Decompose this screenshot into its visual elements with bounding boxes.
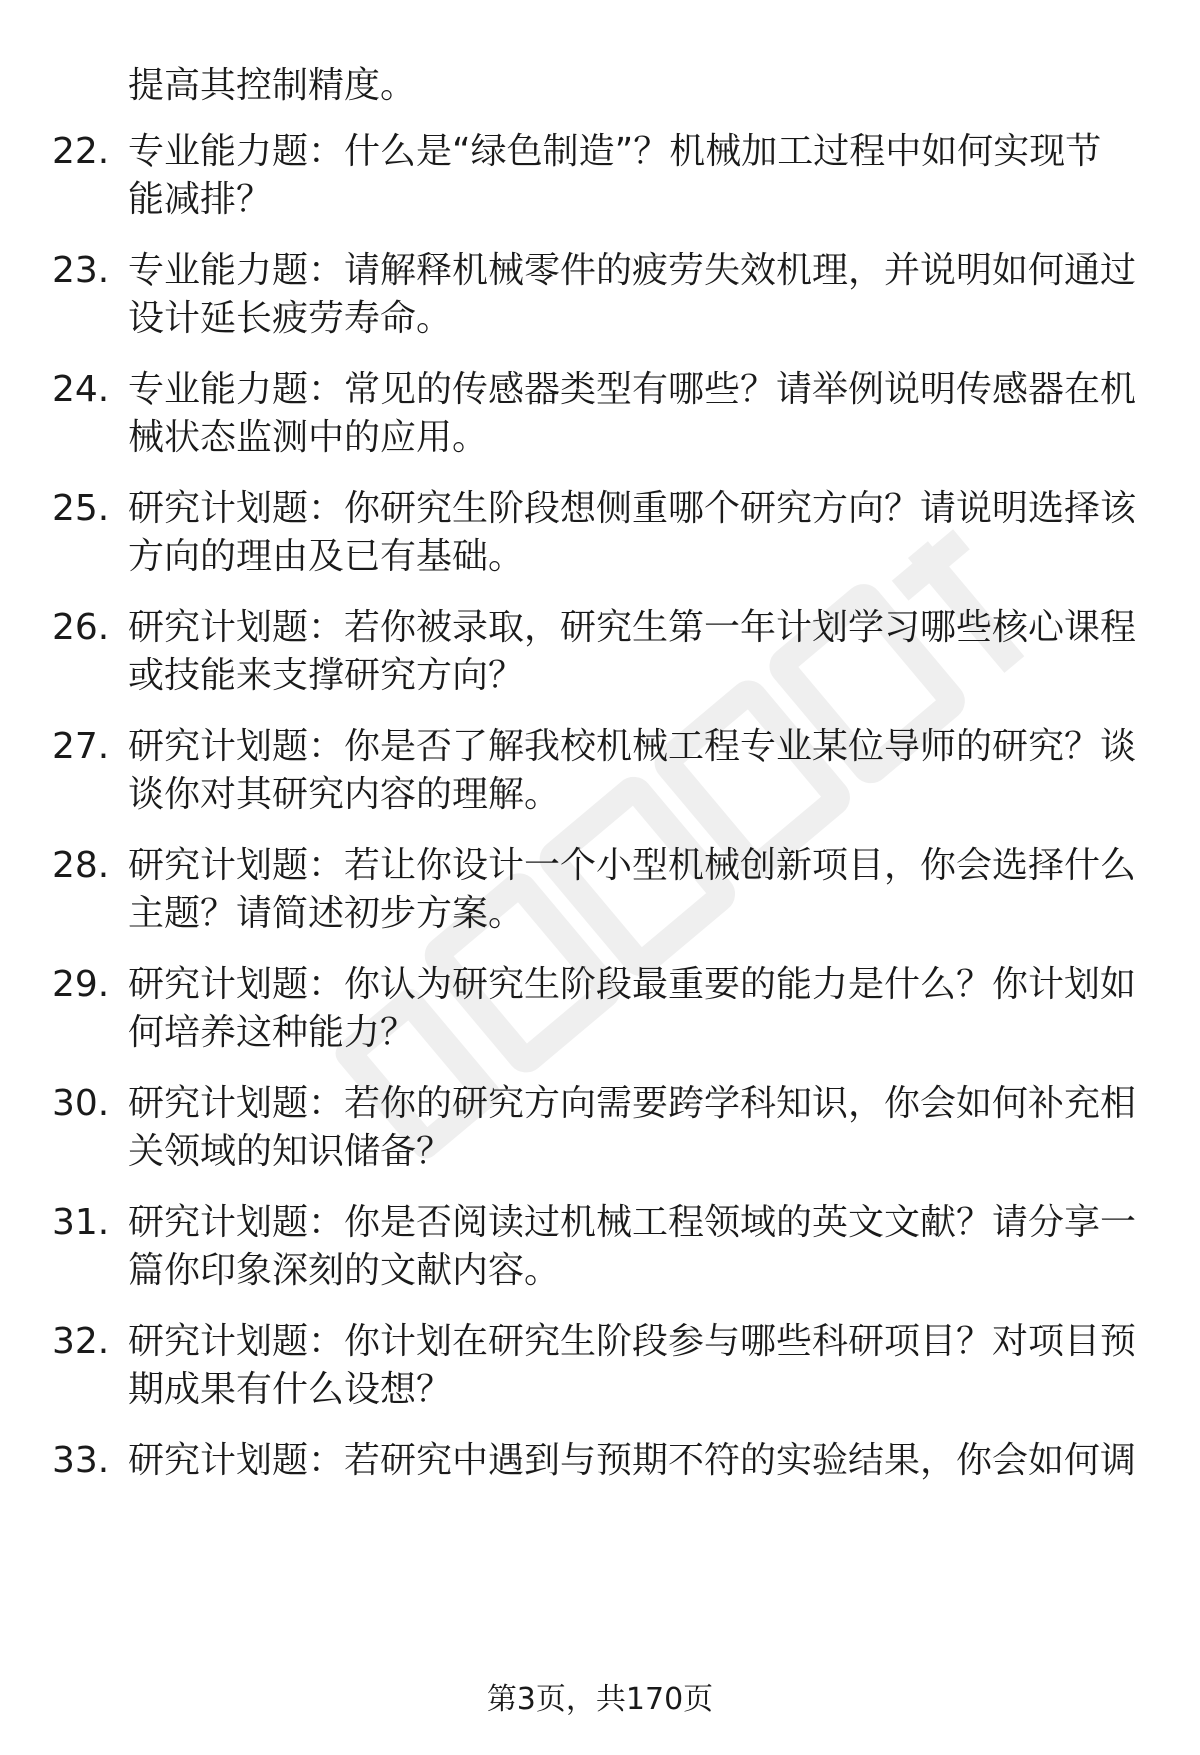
- question-line: 期成果有什么设想？: [128, 1369, 453, 1410]
- question-text: [128, 1318, 1152, 1414]
- question-text: [128, 961, 1152, 1057]
- question-number: 24.: [52, 369, 110, 410]
- question-line: 研究计划题：你研究生阶段想侧重哪个研究方向？请说明选择该: [128, 488, 1137, 529]
- question-text: [128, 842, 1152, 938]
- question-number: 33.: [52, 1440, 110, 1481]
- question-line: 研究计划题：若让你设计一个小型机械创新项目，你会选择什么: [128, 845, 1137, 886]
- question-line: 方向的理由及已有基础。: [128, 536, 525, 577]
- question-line: 篇你印象深刻的文献内容。: [128, 1250, 561, 1291]
- question-number: 22.: [52, 131, 110, 172]
- question-text: [128, 485, 1152, 581]
- question-text: [128, 247, 1152, 343]
- question-line: 专业能力题：请解释机械零件的疲劳失效机理，并说明如何通过: [128, 250, 1137, 291]
- question-line: 研究计划题：你认为研究生阶段最重要的能力是什么？你计划如: [128, 964, 1137, 1005]
- question-number: 26.: [52, 607, 110, 648]
- question-number: 28.: [52, 845, 110, 886]
- question-number: 27.: [52, 726, 110, 767]
- question-line: 研究计划题：你是否了解我校机械工程专业某位导师的研究？谈: [128, 726, 1137, 767]
- question-text: [128, 1437, 1152, 1485]
- question-line: 专业能力题：常见的传感器类型有哪些？请举例说明传感器在机: [128, 369, 1137, 410]
- question-line: 专业能力题：什么是“绿色制造”？机械加工过程中如何实现节: [128, 131, 1102, 172]
- question-line: 研究计划题：若你被录取，研究生第一年计划学习哪些核心课程: [128, 607, 1137, 648]
- question-text: [128, 1080, 1152, 1176]
- question-number: 25.: [52, 488, 110, 529]
- question-line: 谈你对其研究内容的理解。: [128, 774, 561, 815]
- page-footer: 第3页，共170页: [486, 1682, 714, 1717]
- question-line: 主题？请简述初步方案。: [128, 893, 525, 934]
- question-number: 32.: [52, 1321, 110, 1362]
- question-text: [128, 604, 1152, 700]
- question-text: [128, 366, 1152, 462]
- question-line: 研究计划题：若你的研究方向需要跨学科知识，你会如何补充相: [128, 1083, 1137, 1124]
- question-line: 研究计划题：你是否阅读过机械工程领域的英文文献？请分享一: [128, 1202, 1137, 1243]
- question-line: 能减排？: [128, 179, 273, 220]
- question-number: 29.: [52, 964, 110, 1005]
- question-line: 设计延长疲劳寿命。: [128, 298, 453, 339]
- question-line: 研究计划题：你计划在研究生阶段参与哪些科研项目？对项目预: [128, 1321, 1137, 1362]
- question-line: 或技能来支撑研究方向？: [128, 655, 525, 696]
- question-number: 23.: [52, 250, 110, 291]
- question-line: 关领域的知识储备？: [128, 1131, 453, 1172]
- question-text: [128, 723, 1152, 819]
- question-number: 30.: [52, 1083, 110, 1124]
- question-number: 31.: [52, 1202, 110, 1243]
- question-line: 研究计划题：若研究中遇到与预期不符的实验结果，你会如何调: [128, 1440, 1137, 1481]
- continuation-line: 提高其控制精度。: [128, 65, 417, 106]
- question-text: [128, 1199, 1152, 1295]
- question-line: 械状态监测中的应用。: [128, 417, 489, 458]
- question-text: [128, 128, 1152, 224]
- question-line: 何培养这种能力？: [128, 1012, 417, 1053]
